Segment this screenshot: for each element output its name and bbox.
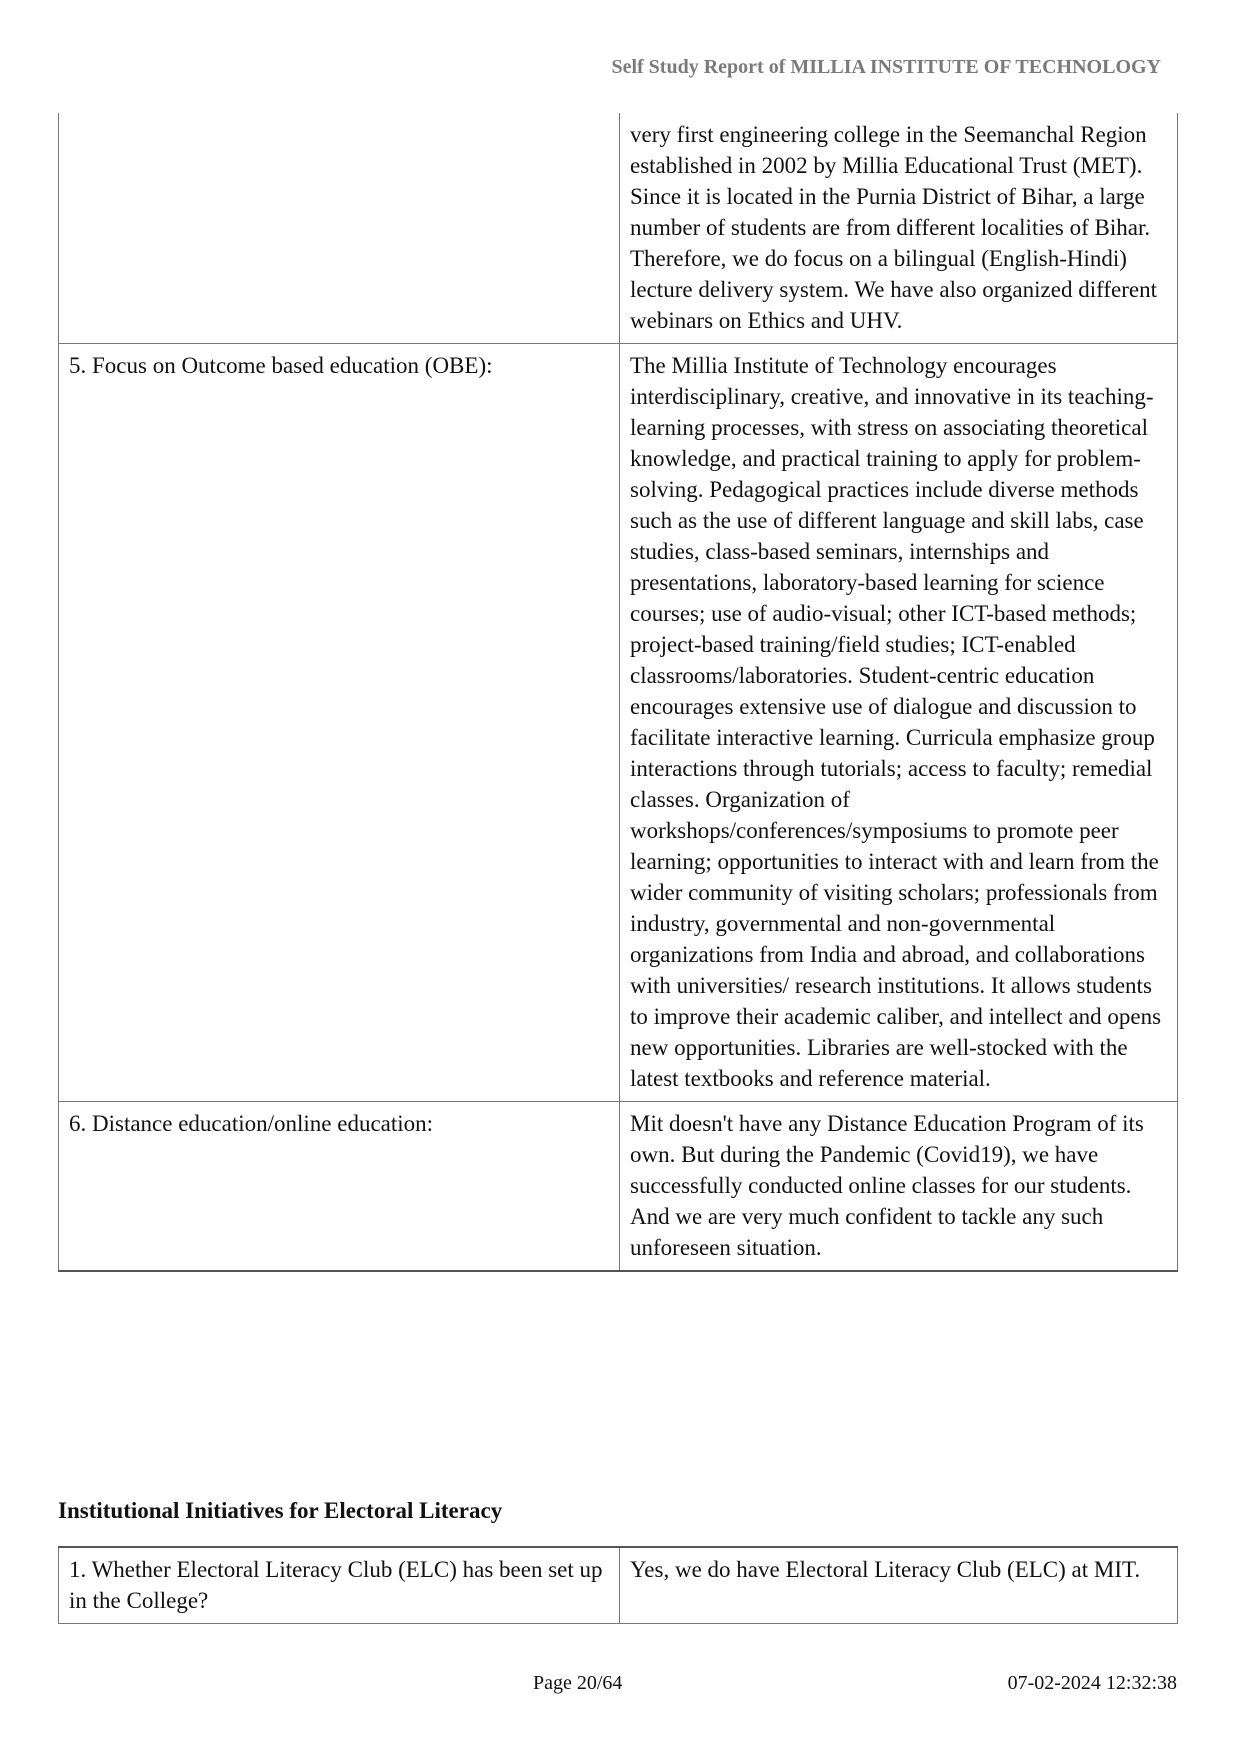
row-text: very first engineering college in the Seemanchal Region established in 2002 by Millia Educational Trust (MET). Since it is located in the Purnia District of Bihar, a large number of students are from different localities of Bihar. Therefore, we do focus on a bilingual (English-Hindi) lecture delivery system. We have also organized different webinars on Ethics and UHV. [620,113,1178,344]
row-label: 5. Focus on Outcome based education (OBE): [59,344,620,1102]
electoral-literacy-table [58,1546,1178,1624]
quality-initiatives-table [58,113,1178,1272]
page-number: Page 20/64 [533,1672,623,1694]
section-title: Institutional Initiatives for Electoral Literacy [58,1498,503,1523]
report-header: Self Study Report of MILLIA INSTITUTE OF TECHNOLOGY [611,56,1161,78]
table-row [59,344,1178,1102]
table-row [59,1547,1178,1624]
row-label: 6. Distance education/online education: [59,1102,620,1272]
footer-timestamp: 07-02-2024 12:32:38 [1007,1672,1177,1694]
row-label [59,113,620,344]
table-row [59,1102,1178,1272]
row-text: Yes, we do have Electoral Literacy Club (ELC) at MIT. [620,1547,1178,1624]
table-row [59,113,1178,344]
row-text: Mit doesn't have any Distance Education Program of its own. But during the Pandemic (Covid19), we have successfully conducted online classes for our students. And we are very much confident to tackle any such unforeseen situation. [620,1102,1178,1272]
row-label: 1. Whether Electoral Literacy Club (ELC) has been set up in the College? [59,1547,620,1624]
row-text: The Millia Institute of Technology encourages interdisciplinary, creative, and innovative in its teaching-learning processes, with stress on associating theoretical knowledge, and practical training to apply for problem-solving. Pedagogical practices include diverse methods such as the use of different language and skill labs, case studies, class-based seminars, internships and presentations, laboratory-based learning for science courses; use of audio-visual; other ICT-based methods; project-based training/field studies; ICT-enabled classrooms/laboratories. Student-centric education encourages extensive use of dialogue and discussion to facilitate interactive learning. Curricula emphasize group interactions through tutorials; access to faculty; remedial classes. Organization of workshops/conferences/symposiums to promote peer learning; opportunities to interact with and learn from the wider community of visiting scholars; professionals from industry, governmental and non-governmental organizations from India and abroad, and collaborations with universities/ research institutions. It allows students to improve their academic caliber, and intellect and opens new opportunities. Libraries are well-stocked with the latest textbooks and reference material. [620,344,1178,1102]
